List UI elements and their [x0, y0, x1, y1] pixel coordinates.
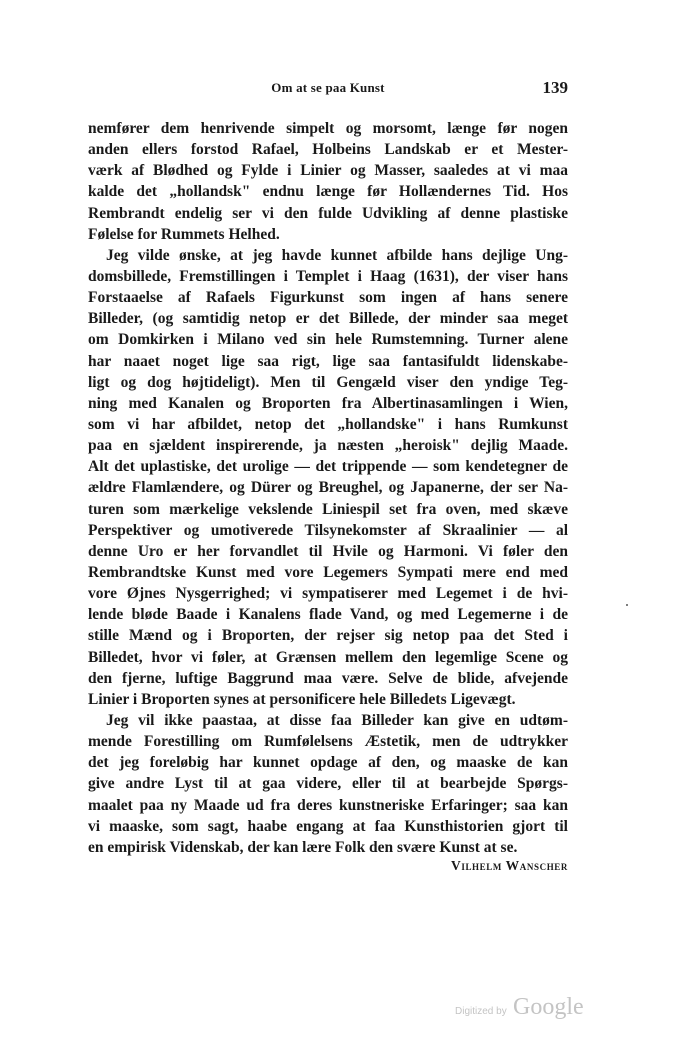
text-line — [88, 118, 568, 139]
body-text — [88, 118, 568, 858]
text-line — [88, 435, 568, 456]
text-line-content: om Domkirken i Milano ved sin hele Rumstemning. Turner alene — [88, 331, 568, 349]
author-signature: Vilhelm Wanscher — [451, 858, 568, 873]
text-line-content: domsbillede, Fremstillingen i Templet i Haag (1631), der viser hans — [88, 267, 568, 285]
text-line-content: Forstaaelse af Rafaels Figurkunst som ingen af hans senere — [88, 289, 568, 307]
running-title: Om at se paa Kunst — [271, 80, 385, 95]
text-line — [88, 287, 568, 308]
text-line-content: maalet paa ny Maade ud fra deres kunstneriske Erfaringer; saa kan — [88, 796, 568, 814]
text-line-content: Rembrandtske Kunst med vore Legemers Sympati mere end med — [88, 563, 568, 581]
text-line-content: ligt og dog højtideligt). Men til Gengæld viser den yndige Teg- — [88, 373, 568, 391]
text-line-content: har naaet noget lige saa rigt, lige saa fantasifuldt lidenskabe- — [88, 352, 568, 370]
text-line-content: lende bløde Baade i Kanalens flade Vand, og med Legemerne i de — [88, 606, 568, 624]
text-line — [88, 647, 568, 668]
text-line-content: kalde det „hollandsk" endnu længe før Hollændernes Tid. Hos — [88, 183, 568, 201]
google-logo: Google — [513, 994, 584, 1020]
text-line — [88, 245, 568, 266]
text-line-content: som vi har afbildet, netop det „hollandske" i hans Rumkunst — [88, 415, 568, 433]
text-line — [88, 308, 568, 329]
text-line-content: ældre Flamlændere, og Dürer og Breughel, og Japanerne, der ser Na- — [88, 479, 568, 497]
page-number: 139 — [542, 78, 568, 97]
text-line-content: nemfører dem henrivende simpelt og morsomt, længe før nogen — [88, 120, 568, 137]
text-line-content: den fjerne, luftige Baggrund maa være. Selve de blide, afvejende — [88, 669, 568, 687]
text-line-content: en empirisk Videnskab, der kan lære Folk den svære Kunst at se. — [88, 838, 518, 856]
text-line — [88, 203, 568, 224]
text-line-content: anden ellers forstod Rafael, Holbeins Landskab er et Mester- — [88, 141, 568, 159]
text-line — [88, 625, 568, 646]
text-line — [88, 837, 568, 858]
text-line — [88, 181, 568, 202]
text-line-content: ning med Kanalen og Broporten fra Albertinasamlingen i Wien, — [88, 394, 568, 412]
text-line — [88, 541, 568, 562]
text-line-content: Følelse for Rummets Helhed. — [88, 225, 280, 243]
running-head — [88, 78, 568, 98]
text-line — [88, 499, 568, 520]
text-line — [88, 604, 568, 625]
text-line — [88, 668, 568, 689]
text-line-content: Jeg vil ikke paastaa, at disse faa Billeder kan give en udtøm- — [106, 711, 568, 729]
text-line-content: Perspektiver og umotiverede Tilsynekomster af Skraalinier — al — [88, 521, 568, 539]
text-line — [88, 731, 568, 752]
text-line — [88, 456, 568, 477]
text-line — [88, 414, 568, 435]
text-line — [88, 795, 568, 816]
text-line-content: stille Mænd og i Broporten, der rejser sig netop paa det Sted i — [88, 627, 568, 645]
text-line — [88, 710, 568, 731]
text-line — [88, 520, 568, 541]
text-line-content: denne Uro er her forvandlet til Hvile og Harmoni. Vi føler den — [88, 542, 568, 560]
text-line-content: Billeder, (og samtidig netop er det Billede, der minder saa meget — [88, 310, 568, 328]
text-line — [88, 562, 568, 583]
text-line — [88, 351, 568, 372]
text-line — [88, 393, 568, 414]
text-line-content: det jeg foreløbig har kunnet opdage af den, og maaske de kan — [88, 754, 568, 772]
text-line — [88, 160, 568, 181]
text-line — [88, 224, 568, 245]
text-line — [88, 372, 568, 393]
text-line-content: vi maaske, som sagt, haabe engang at faa Kunsthistorien gjort til — [88, 817, 568, 835]
text-line-content: turen som mærkelige vekslende Liniespil set fra oven, med skæve — [88, 500, 568, 518]
text-line-content: Jeg vilde ønske, at jeg havde kunnet afbilde hans dejlige Ung- — [106, 246, 568, 264]
text-line-content: give andre Lyst til at gaa videre, eller til at bearbejde Spørgs- — [88, 775, 568, 793]
text-line — [88, 477, 568, 498]
text-line-content: værk af Blødhed og Fylde i Linier og Masser, saaledes at vi maa — [88, 162, 568, 180]
text-line — [88, 266, 568, 287]
text-line-content: Rembrandt endelig ser vi den fulde Udvikling af denne plastiske — [88, 204, 568, 222]
text-line-content: vore Øjnes Nysgerrighed; vi sympatiserer med Legemet i de hvi- — [88, 585, 568, 603]
text-line-content: mende Forestilling om Rumfølelsens Æstetik, men de udtrykker — [88, 733, 568, 751]
text-line-content: paa en sjældent inspirerende, ja næsten „heroisk" dejlig Maade. — [88, 437, 568, 455]
text-line — [88, 816, 568, 837]
text-line-content: Billedet, hvor vi føler, at Grænsen mellem den legemlige Scene og — [88, 648, 568, 666]
text-line-content: Alt det uplastiske, det urolige — det trippende — som kendetegner de — [88, 458, 568, 476]
text-line — [88, 752, 568, 773]
digitized-watermark — [455, 994, 605, 1024]
text-line — [88, 583, 568, 604]
scan-speck — [626, 604, 628, 606]
text-line-content: Linier i Broporten synes at personificere hele Billedets Ligevægt. — [88, 690, 516, 708]
text-line — [88, 689, 568, 710]
digitized-label: Digitized by — [455, 1006, 507, 1017]
text-line — [88, 773, 568, 794]
text-line — [88, 139, 568, 160]
text-line — [88, 329, 568, 350]
